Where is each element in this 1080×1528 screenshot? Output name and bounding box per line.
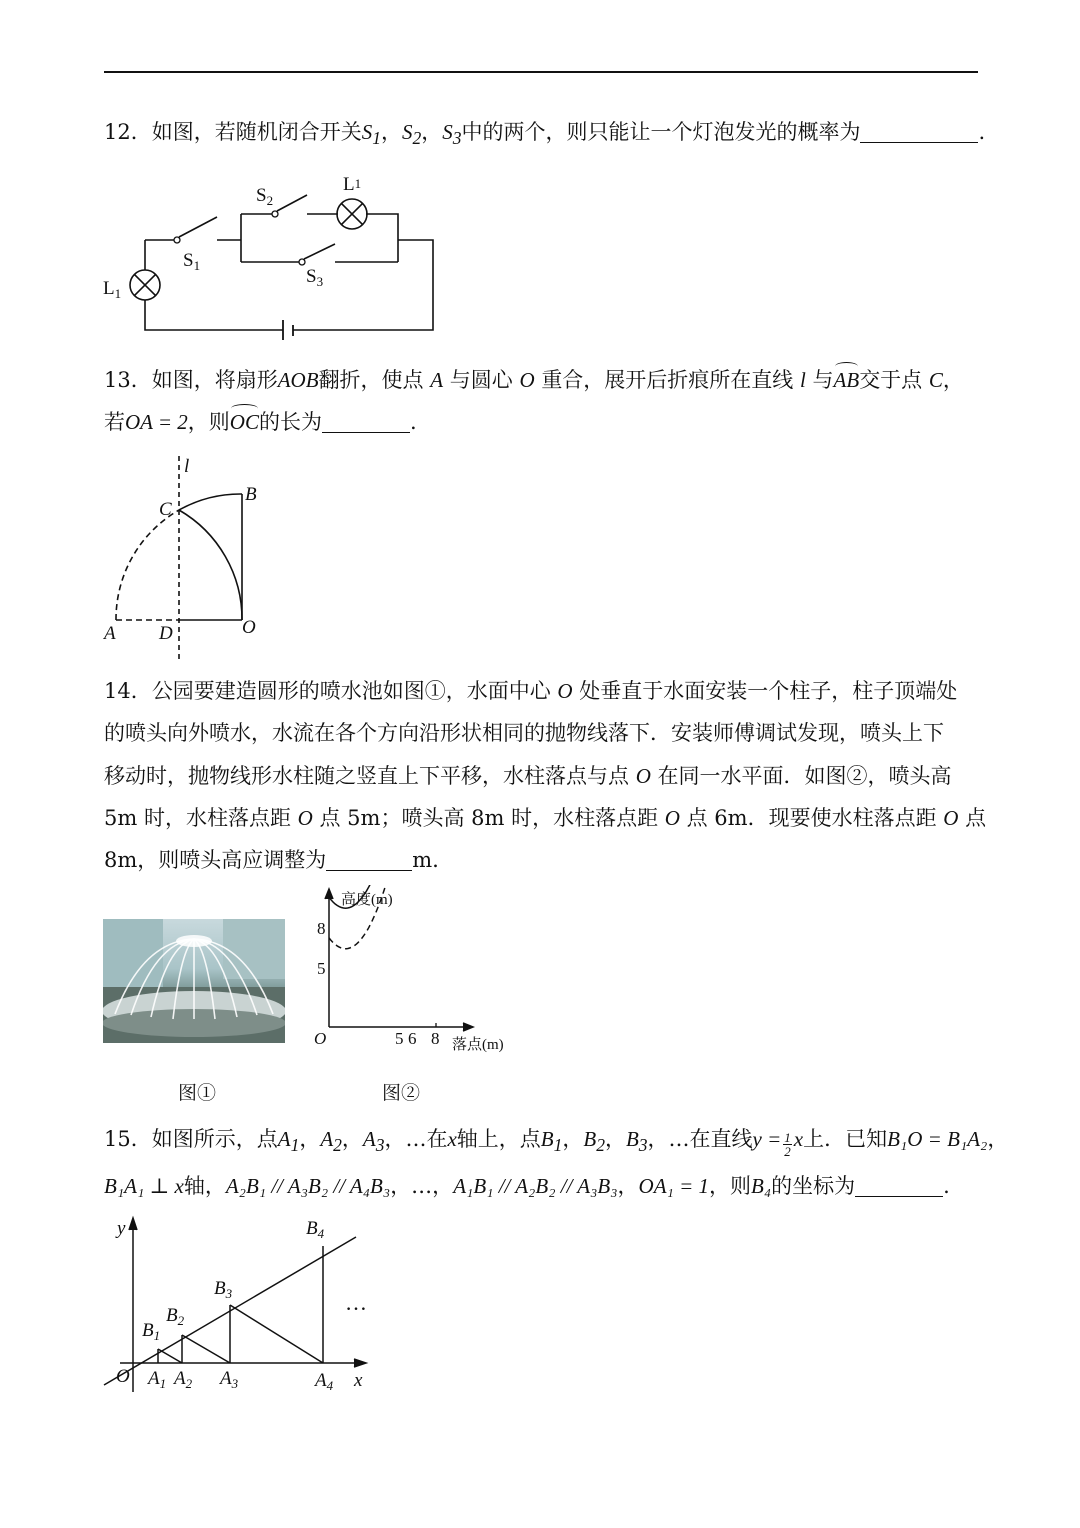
label-s2: $S_2$ bbox=[256, 185, 274, 208]
fountain-photo bbox=[103, 919, 285, 1043]
origin-label: O bbox=[314, 1029, 327, 1048]
label-o: O bbox=[242, 617, 256, 638]
label-a3: $A_3$ bbox=[220, 1368, 239, 1391]
label-b1: $B_1$ bbox=[142, 1320, 161, 1343]
label-b: B bbox=[245, 484, 257, 505]
q14-text-line3: 移动时，抛物线形水柱随之竖直上下平移，水柱落点与点 O 在同一水平面．如图②，喷头高 bbox=[104, 764, 952, 788]
circuit-diagram bbox=[95, 170, 445, 340]
label-o: O bbox=[116, 1366, 130, 1387]
coordinate-diagram bbox=[100, 1212, 390, 1402]
caption-fig2: 图② bbox=[382, 1082, 421, 1104]
q15-text-line1: 15．如图所示，点$A_1$，$A_2$，$A_3$，…在x轴上，点$B_1$，$B_2$，$B_3$，…在直线y = $\frac{1}{2}$ x上．已知B₁O = B₁A₂， bbox=[104, 1127, 1009, 1159]
q14-text-line5: 8m，则喷头高应调整为 m． bbox=[104, 848, 454, 872]
label-y: y bbox=[117, 1218, 126, 1239]
x-tick-6: 6 bbox=[408, 1029, 417, 1048]
fraction-half: $\frac{1}{2}$ bbox=[784, 1130, 791, 1159]
label-a2: $A_2$ bbox=[174, 1368, 193, 1391]
y-tick-8: 8 bbox=[317, 919, 326, 938]
answer-blank-14[interactable] bbox=[326, 848, 412, 871]
label-l1-left: $L_1$ bbox=[103, 278, 122, 301]
label-s1: $S_1$ bbox=[183, 250, 201, 273]
label-d: D bbox=[159, 623, 173, 644]
answer-blank-15[interactable] bbox=[855, 1174, 943, 1197]
label-b2: $B_2$ bbox=[166, 1305, 185, 1328]
label-c: C bbox=[159, 499, 172, 520]
label-l1-top: L1 bbox=[343, 174, 362, 195]
y-tick-5: 5 bbox=[317, 959, 326, 978]
x-axis-label: 落点(m) bbox=[452, 1037, 504, 1053]
answer-blank-13[interactable] bbox=[322, 410, 410, 433]
label-s3: $S_3$ bbox=[306, 266, 324, 289]
caption-fig1: 图① bbox=[178, 1082, 217, 1104]
label-a4: $A_4$ bbox=[315, 1370, 334, 1393]
x-tick-8: 8 bbox=[431, 1029, 440, 1048]
q14-text-line4: 5m 时，水柱落点距 O 点 5m；喷头高 8m 时，水柱落点距 O 点 6m．现要使水柱落点距 O 点 bbox=[104, 806, 987, 830]
header-rule bbox=[104, 71, 978, 73]
x-tick-5: 5 bbox=[395, 1029, 404, 1048]
parabola-chart bbox=[305, 885, 520, 1060]
label-a1: $A_1$ bbox=[148, 1368, 167, 1391]
continuation-dots: … bbox=[345, 1290, 367, 1315]
y-axis-label: 高度(m) bbox=[341, 892, 393, 908]
sector-diagram bbox=[95, 452, 275, 662]
label-b3: $B_3$ bbox=[214, 1278, 233, 1301]
label-x: x bbox=[354, 1370, 363, 1391]
q12-text: 12．如图，若随机闭合开关$S_1$，$S_2$，$S_3$中的两个，则只能让一个灯泡发光的概率为 . bbox=[104, 120, 986, 149]
q14-text-line2: 的喷头向外喷水，水流在各个方向沿形状相同的抛物线落下．安装师傅调试发现，喷头上下 bbox=[104, 721, 944, 745]
q13-text-line1: 13．如图，将扇形AOB翻折，使点 A 与圆心 O 重合，展开后折痕所在直线 l 与AB交于点 C， bbox=[104, 365, 964, 395]
label-l: l bbox=[184, 456, 190, 477]
answer-blank-12[interactable] bbox=[860, 120, 978, 143]
q13-text-line2: 若OA = 2，则OC的长为 . bbox=[104, 407, 417, 437]
q15-text-line2: B₁A₁ ⊥ x轴，A₂B₁ // A₃B₂ // A₄B₃，…，A₁B₁ // A₂B₂ // A₃B₃，OA₁ = 1，则B₄的坐标为 . bbox=[104, 1174, 950, 1198]
label-a: A bbox=[104, 623, 116, 644]
label-b4: $B_4$ bbox=[306, 1218, 325, 1241]
q14-text-line1: 14．公园要建造圆形的喷水池如图①，水面中心 O 处垂直于水面安装一个柱子，柱子顶端处 bbox=[104, 679, 958, 703]
